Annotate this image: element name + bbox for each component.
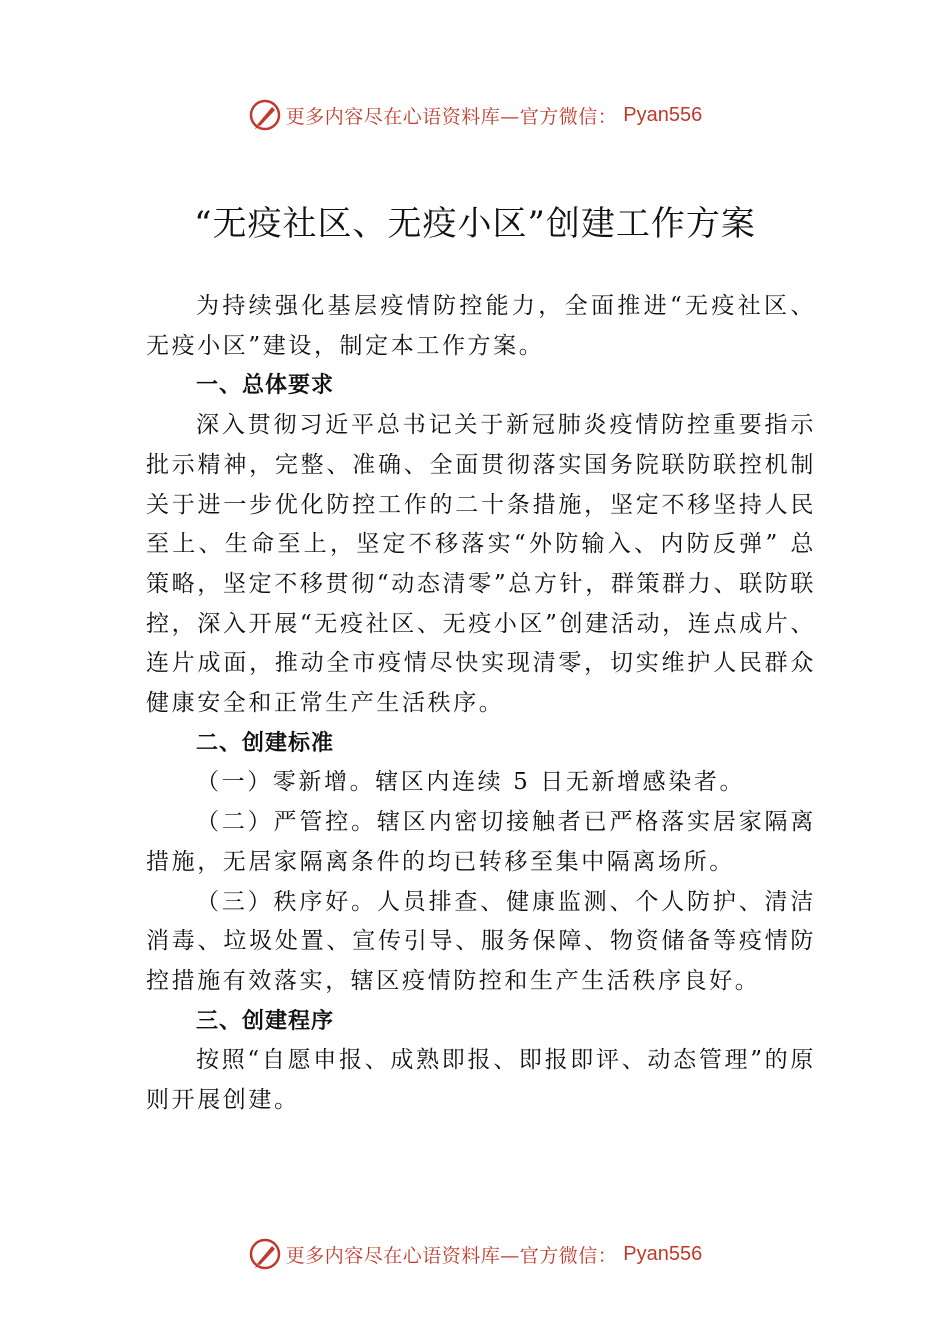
document-title: “无疫社区、无疫小区”创建工作方案 <box>194 204 756 244</box>
section-3-paragraph: 按照“自愿申报、成熟即报、即报即评、动态管理”的原则开展创建。 <box>146 1047 816 1114</box>
standard-item-3: （三）秩序好。人员排查、健康监测、个人防护、清洁消毒、垃圾处置、宣传引导、服务保障、物资储备等疫情防控措施有效落实，辖区疫情防控和生产生活秩序良好。 <box>146 888 816 994</box>
banner-wechat-id: Pyan556 <box>623 1242 703 1265</box>
section-heading-1: 一、总体要求 <box>196 373 335 399</box>
document-body <box>146 287 816 1121</box>
banner-text: 更多内容尽在心语资料库—官方微信： <box>285 1244 618 1267</box>
intro-paragraph: 为持续强化基层疫情防控能力，全面推进“无疫社区、无疫小区”建设，制定本工作方案。 <box>146 293 816 359</box>
banner-wechat-id: Pyan556 <box>623 103 703 126</box>
section-1-paragraph: 深入贯彻习近平总书记关于新冠肺炎疫情防控重要指示批示精神，完整、准确、全面贯彻落实国务院联防联控机制关于进一步优化防控工作的二十条措施，坚定不移坚持人民至上、生命至上，坚定不移落实“外防输入、内防反弹” 总策略，坚定不移贯彻“动态清零”总方针，群策群力、联防联控，深入开展“无疫社区、无疫小区”创建活动，连点成片、连片成面，推动全市疫情尽快实现清零，切实维护人民群众健康安全和正常生产生活秩序。 <box>146 412 816 717</box>
section-heading-2: 二、创建标准 <box>196 730 335 756</box>
standard-item-2: （二）严管控。辖区内密切接触者已严格落实居家隔离措施，无居家隔离条件的均已转移至集中隔离场所。 <box>146 809 816 875</box>
banner-text: 更多内容尽在心语资料库—官方微信： <box>285 105 618 128</box>
standard-item-1: （一）零新增。辖区内连续 5 日无新增感染者。 <box>196 769 746 796</box>
quill-pen-logo-icon <box>248 1237 282 1271</box>
header-watermark-banner <box>0 95 950 135</box>
footer-watermark-banner <box>0 1234 950 1274</box>
quill-pen-logo-icon <box>248 98 282 132</box>
section-heading-3: 三、创建程序 <box>196 1008 335 1034</box>
